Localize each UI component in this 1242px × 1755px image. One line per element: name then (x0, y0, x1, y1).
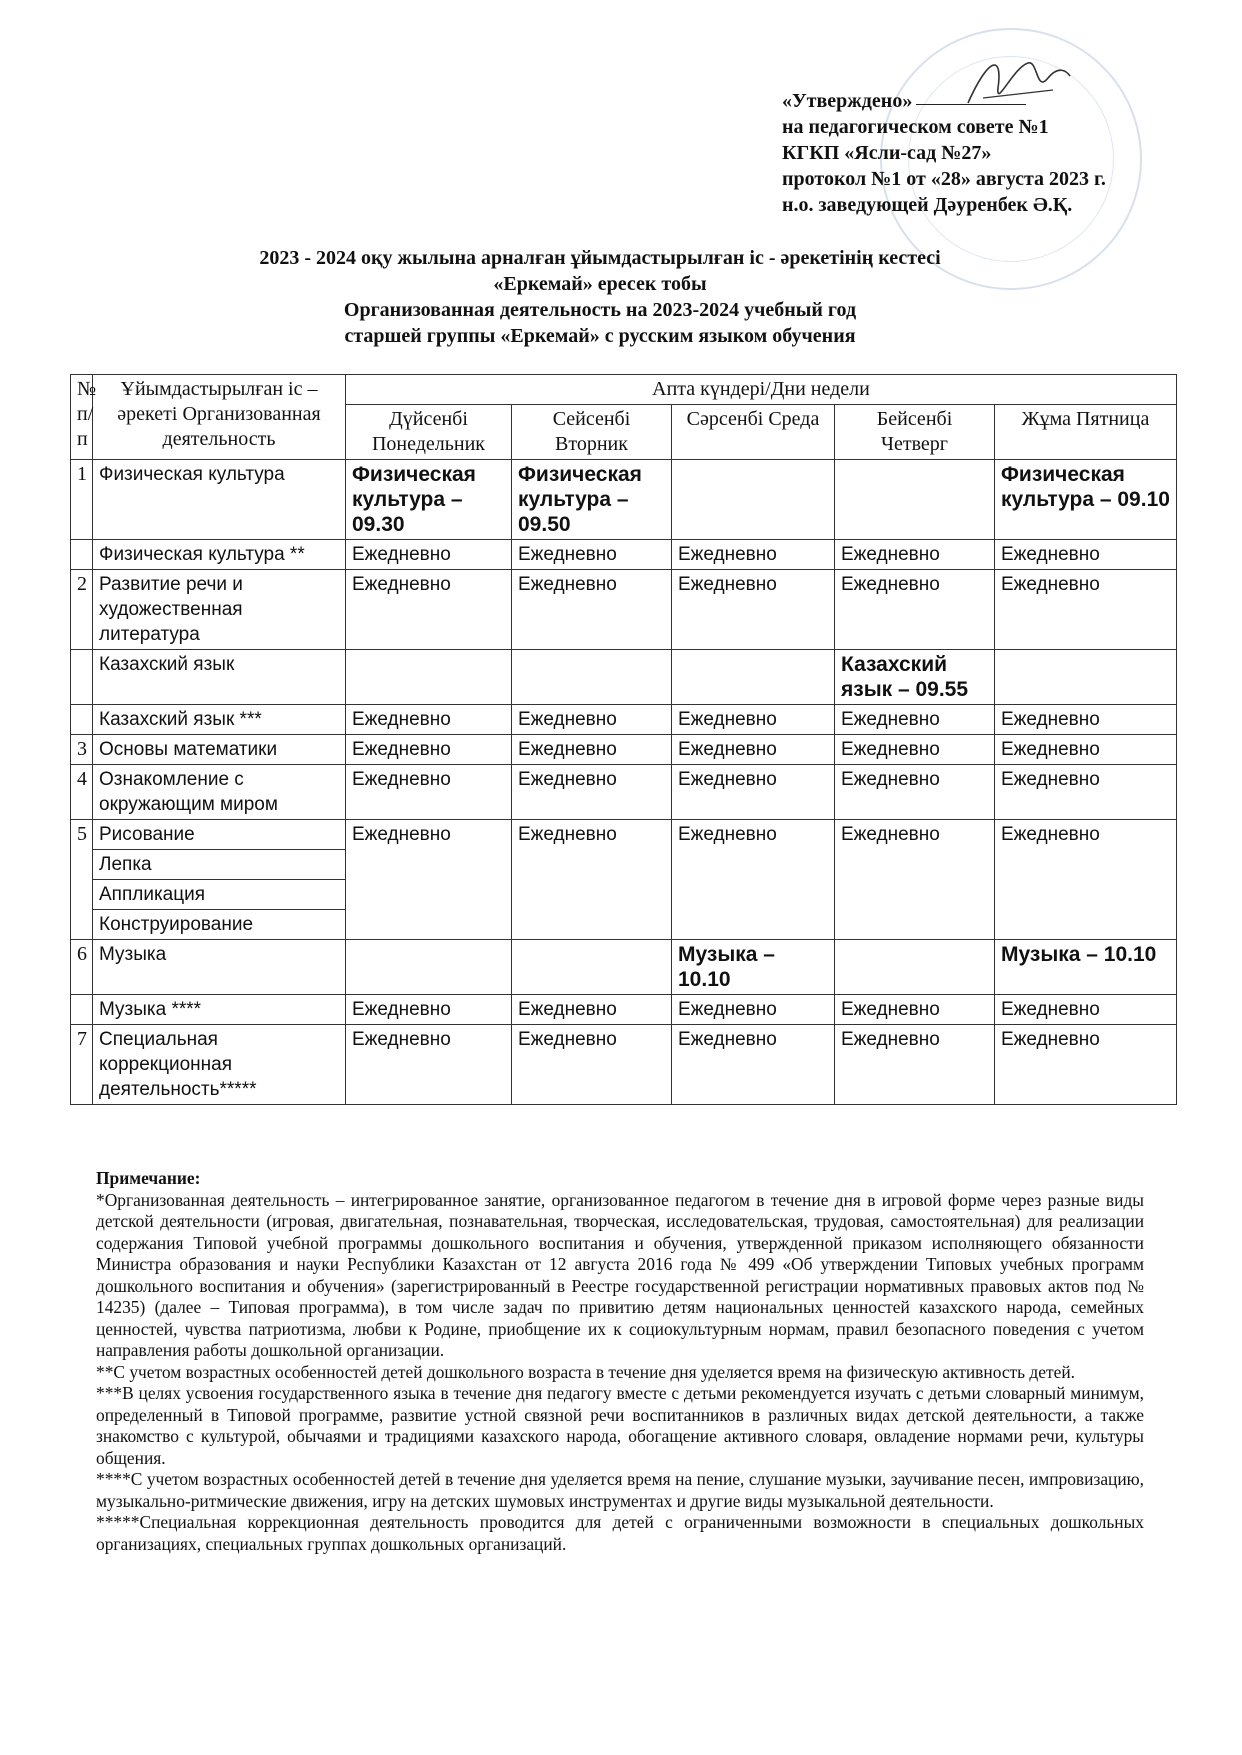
notes-heading: Примечание: (96, 1168, 201, 1188)
approval-council: на педагогическом совете №1 (782, 116, 1049, 138)
day-cell (672, 650, 835, 705)
day-cell: Физическая культура – 09.30 (346, 460, 512, 540)
row-activity: Аппликация (93, 880, 346, 910)
row-number: 3 (71, 735, 93, 765)
day-cell: Ежедневно (346, 820, 512, 940)
table-row (71, 540, 1177, 570)
row-activity: Физическая культура ** (93, 540, 346, 570)
header-row-1 (71, 375, 1177, 405)
note-5: *****Специальная коррекционная деятельность проводится для детей с ограниченными возможности в специальных дошкольных организациях, специальных группах дошкольных организаций. (96, 1512, 1144, 1554)
header-number: № п/п (71, 375, 93, 460)
notes-section (96, 1168, 1144, 1555)
day-cell: Ежедневно (995, 705, 1177, 735)
table-row (71, 705, 1177, 735)
header-wednesday: Сәрсенбі Среда (672, 405, 835, 460)
day-cell: Ежедневно (346, 735, 512, 765)
table-row (71, 570, 1177, 650)
day-cell: Ежедневно (995, 735, 1177, 765)
day-cell: Физическая культура – 09.50 (512, 460, 672, 540)
day-cell: Ежедневно (672, 570, 835, 650)
row-number: 1 (71, 460, 93, 540)
table-row (71, 940, 1177, 995)
approval-protocol: протокол №1 от «28» августа 2023 г. (782, 168, 1106, 190)
day-cell: Ежедневно (995, 570, 1177, 650)
day-cell (346, 940, 512, 995)
table-row (71, 735, 1177, 765)
table-row (71, 820, 1177, 850)
day-cell: Ежедневно (512, 995, 672, 1025)
day-cell (512, 940, 672, 995)
day-cell: Ежедневно (346, 570, 512, 650)
row-number: 2 (71, 570, 93, 650)
header-tuesday: Сейсенбі Вторник (512, 405, 672, 460)
day-cell: Ежедневно (835, 820, 995, 940)
day-cell: Ежедневно (672, 540, 835, 570)
day-cell: Ежедневно (995, 540, 1177, 570)
document-title (120, 245, 1080, 349)
row-activity: Музыка **** (93, 995, 346, 1025)
day-cell: Ежедневно (995, 765, 1177, 820)
row-activity: Основы математики (93, 735, 346, 765)
day-cell: Ежедневно (835, 995, 995, 1025)
note-4: ****С учетом возрастных особенностей детей в течение дня уделяется время на пение, слушание музыки, заучивание песен, импровизацию, музыкально-ритмические движения, игру на детских шумовых инструментах и другие виды музыкальной деятельности. (96, 1469, 1144, 1511)
day-cell: Ежедневно (835, 735, 995, 765)
day-cell: Ежедневно (512, 1025, 672, 1105)
day-cell: Ежедневно (672, 735, 835, 765)
row-activity: Казахский язык (93, 650, 346, 705)
approval-title: «Утверждено» (782, 88, 1106, 114)
note-3: ***В целях усвоения государственного языка в течение дня педагогу вместе с детьми рекомендуется изучать с детьми словарный минимум, определенный в Типовой программе, развитие устной связной речи воспитанников в различных видах детской деятельности, а также знакомство с культурой, обычаями и традициями казахского народа, обогащение активного словаря, овладение нормами речи, культуры общения. (96, 1383, 1144, 1468)
day-cell: Ежедневно (512, 735, 672, 765)
day-cell: Казахский язык – 09.55 (835, 650, 995, 705)
table-row (71, 995, 1177, 1025)
row-number (71, 705, 93, 735)
day-cell: Ежедневно (995, 820, 1177, 940)
row-number: 7 (71, 1025, 93, 1105)
table-row (71, 765, 1177, 820)
signature-line (916, 104, 1026, 105)
day-cell (995, 650, 1177, 705)
day-cell: Ежедневно (672, 995, 835, 1025)
day-cell: Ежедневно (512, 820, 672, 940)
day-cell: Ежедневно (512, 570, 672, 650)
day-cell: Ежедневно (672, 1025, 835, 1105)
header-thursday: Бейсенбі Четверг (835, 405, 995, 460)
day-cell: Физическая культура – 09.10 (995, 460, 1177, 540)
row-activity: Физическая культура (93, 460, 346, 540)
header-monday: Дүйсенбі Понедельник (346, 405, 512, 460)
day-cell: Ежедневно (672, 705, 835, 735)
day-cell: Ежедневно (835, 765, 995, 820)
day-cell: Ежедневно (995, 1025, 1177, 1105)
row-number: 6 (71, 940, 93, 995)
table-row (71, 650, 1177, 705)
day-cell: Ежедневно (346, 1025, 512, 1105)
day-cell: Ежедневно (512, 765, 672, 820)
title-group-kazakh: «Еркемай» ересек тобы (493, 273, 707, 295)
day-cell: Ежедневно (672, 765, 835, 820)
row-number: 4 (71, 765, 93, 820)
approval-block (782, 88, 1106, 218)
title-russian: Организованная деятельность на 2023-2024 учебный год (343, 299, 857, 321)
table-row (71, 460, 1177, 540)
row-activity: Рисование (93, 820, 346, 850)
title-kazakh: 2023 - 2024 оқу жылына арналған ұйымдастырылған іс - әрекетінің кестесі (259, 247, 941, 269)
day-cell (672, 460, 835, 540)
day-cell: Ежедневно (346, 540, 512, 570)
approval-head: н.о. заведующей Дәуренбек Ә.Қ. (782, 194, 1073, 216)
row-number (71, 540, 93, 570)
day-cell: Ежедневно (512, 540, 672, 570)
row-activity: Конструирование (93, 910, 346, 940)
header-days-group: Апта күндері/Дни недели (346, 375, 1177, 405)
day-cell: Ежедневно (512, 705, 672, 735)
row-number (71, 995, 93, 1025)
day-cell: Музыка – 10.10 (995, 940, 1177, 995)
day-cell: Ежедневно (835, 1025, 995, 1105)
row-number (71, 650, 93, 705)
day-cell: Ежедневно (995, 995, 1177, 1025)
day-cell: Музыка – 10.10 (672, 940, 835, 995)
row-number: 5 (71, 820, 93, 940)
header-activity: Ұйымдастырылған іс – әрекеті Организованная деятельность (93, 375, 346, 460)
day-cell: Ежедневно (835, 705, 995, 735)
note-2: **С учетом возрастных особенностей детей дошкольного возраста в течение дня уделяется время на физическую активность детей. (96, 1361, 1075, 1382)
table-row (71, 1025, 1177, 1105)
day-cell (512, 650, 672, 705)
day-cell: Ежедневно (346, 765, 512, 820)
approval-organization: КГКП «Ясли-сад №27» (782, 142, 992, 164)
day-cell (835, 940, 995, 995)
title-group-russian: старшей группы «Еркемай» с русским языком обучения (344, 325, 856, 347)
schedule-table (70, 374, 1177, 1105)
day-cell: Ежедневно (672, 820, 835, 940)
row-activity: Казахский язык *** (93, 705, 346, 735)
note-1: *Организованная деятельность – интегрированное занятие, организованное педагогом в течение дня в игровой форме через разные виды детской деятельности (игровая, двигательная, познавательная, творческая, исследовательская, трудовая, самостоятельная) для реализации содержания Типовой учебной программы дошкольного воспитания и обучения, утвержденной приказом исполняющего обязанности Министра образования и науки Республики Казахстан от 12 августа 2016 года № 499 «Об утверждении Типовых учебных программ дошкольного воспитания и обучения» (зарегистрированный в Реестре государственной регистрации нормативных правовых актов под № 14235) (далее – Типовая программа), в том числе задач по привитию детям национальных ценностей казахского народа, семейных ценностей, чувства патриотизма, любви к Родине, приобщение их к социокультурным нормам, правил безопасного поведения с учетом направления работы дошкольной организации. (96, 1189, 1144, 1360)
row-activity: Музыка (93, 940, 346, 995)
row-activity: Специальная коррекционная деятельность***** (93, 1025, 346, 1105)
row-activity: Развитие речи и художественная литература (93, 570, 346, 650)
day-cell: Ежедневно (346, 705, 512, 735)
day-cell: Ежедневно (346, 995, 512, 1025)
row-activity: Ознакомление с окружающим миром (93, 765, 346, 820)
header-friday: Жұма Пятница (995, 405, 1177, 460)
row-activity: Лепка (93, 850, 346, 880)
day-cell: Ежедневно (835, 540, 995, 570)
day-cell: Ежедневно (835, 570, 995, 650)
day-cell (346, 650, 512, 705)
day-cell (835, 460, 995, 540)
